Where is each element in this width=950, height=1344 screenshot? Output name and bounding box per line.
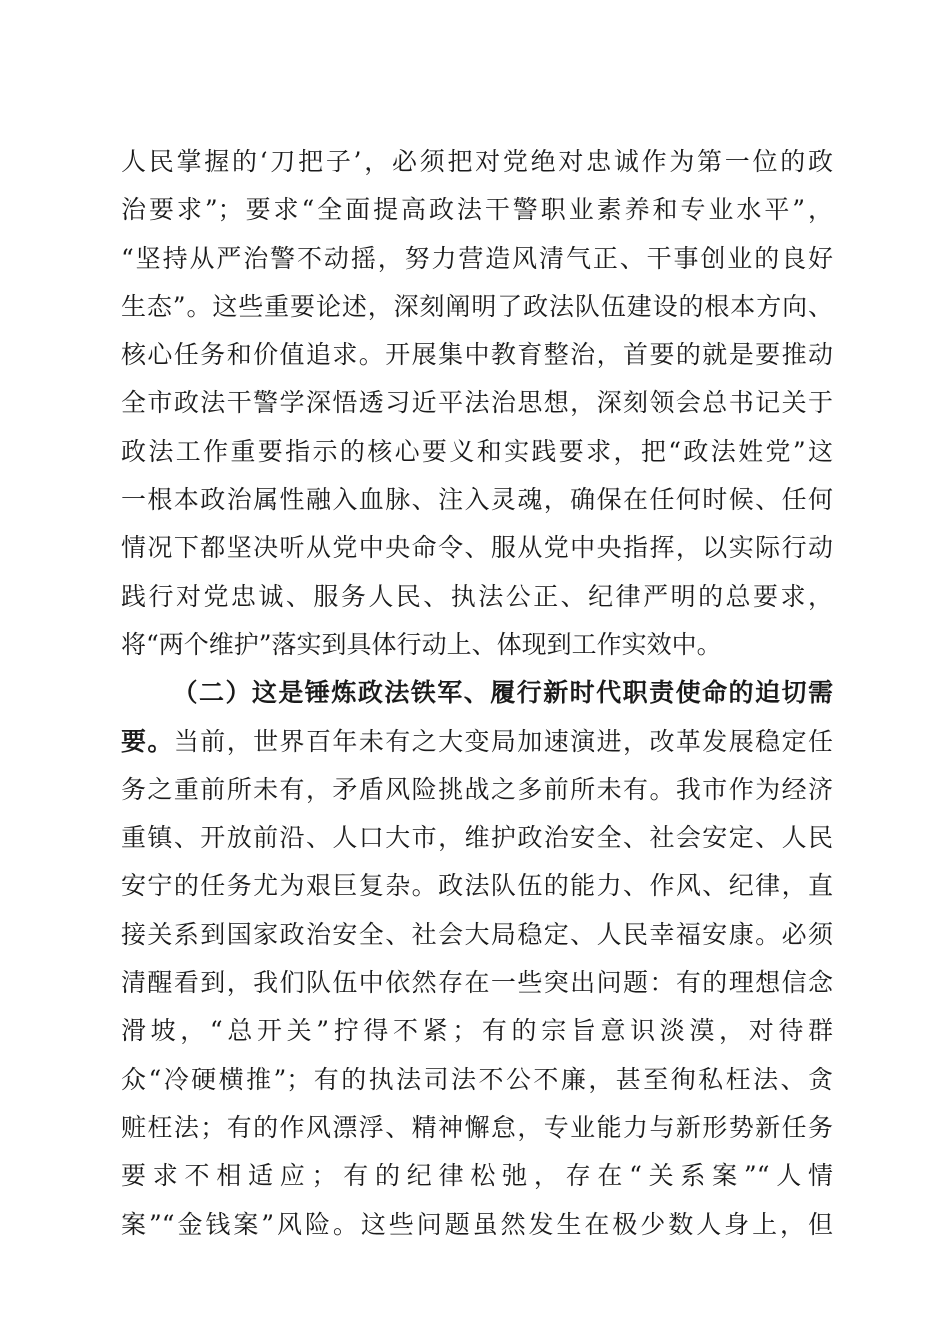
section-heading-end: 要。 [121, 726, 174, 756]
paragraph-line: 务之重前所未有，矛盾风险挑战之多前所未有。我市作为经济 [121, 774, 833, 804]
paragraph-line: 人民掌握的‘刀把子’，必须把对党绝对忠诚作为第一位的政 [121, 147, 833, 176]
section-heading: （二）这是锤炼政法铁军、履行新时代职责使命的迫切需 [171, 678, 833, 708]
paragraph-line: 践行对党忠诚、服务人民、执法公正、纪律严明的总要求， [121, 581, 833, 611]
paragraph-line: 全市政法干警学深悟透习近平法治思想，深刻领会总书记关于 [121, 388, 833, 418]
paragraph-line: 安宁的任务尤为艰巨复杂。政法队伍的能力、作风、纪律，直 [121, 871, 833, 901]
paragraph-line: 滑坡，“总开关”拧得不紧；有的宗旨意识淡漠，对待群 [121, 1016, 833, 1046]
paragraph-text: 当前，世界百年未有之大变局加速演进，改革发展稳定任 [173, 726, 833, 756]
paragraph-line: 重镇、开放前沿、人口大市，维护政治安全、社会安定、人民 [121, 823, 833, 853]
paragraph-line: 将“两个维护”落实到具体行动上、体现到工作实效中。 [121, 629, 722, 659]
paragraph-line: 情况下都坚决听从党中央命令、服从党中央指挥，以实际行动 [121, 533, 833, 563]
paragraph-line: 一根本政治属性融入血脉、注入灵魂，确保在任何时候、任何 [121, 485, 833, 515]
paragraph-line [121, 1249, 833, 1297]
paragraph-line: “坚持从严治警不动摇，努力营造风清气正、干事创业的良好 [121, 243, 833, 273]
paragraph-line: 接关系到国家政治安全、社会大局稳定、人民幸福安康。必须 [121, 919, 833, 949]
paragraph-line: 治要求”；要求“全面提高政法干警职业素养和专业水平”， [121, 195, 833, 225]
paragraph-line: 案”“金钱案”风险。这些问题虽然发生在极少数人身上，但 [121, 1209, 833, 1239]
section-heading-line [121, 669, 833, 717]
paragraph-line: 生态”。这些重要论述，深刻阐明了政法队伍建设的根本方向、 [121, 291, 833, 321]
paragraph-line [121, 718, 833, 766]
paragraph-line: 赃枉法；有的作风漂浮、精神懈怠，专业能力与新形势新任务 [121, 1112, 833, 1142]
paragraph-line: 要求不相适应；有的纪律松弛，存在“关系案”“人情 [121, 1161, 833, 1191]
paragraph-line: 清醒看到，我们队伍中依然存在一些突出问题：有的理想信念 [121, 968, 833, 998]
paragraph-line: 政法工作重要指示的核心要义和实践要求，把“政法姓党”这 [121, 436, 833, 466]
paragraph-line: 核心任务和价值追求。开展集中教育整治，首要的就是要推动 [121, 340, 833, 370]
body-text [121, 138, 833, 1297]
paragraph-line: 众“冷硬横推”；有的执法司法不公不廉，甚至徇私枉法、贪 [121, 1064, 833, 1094]
